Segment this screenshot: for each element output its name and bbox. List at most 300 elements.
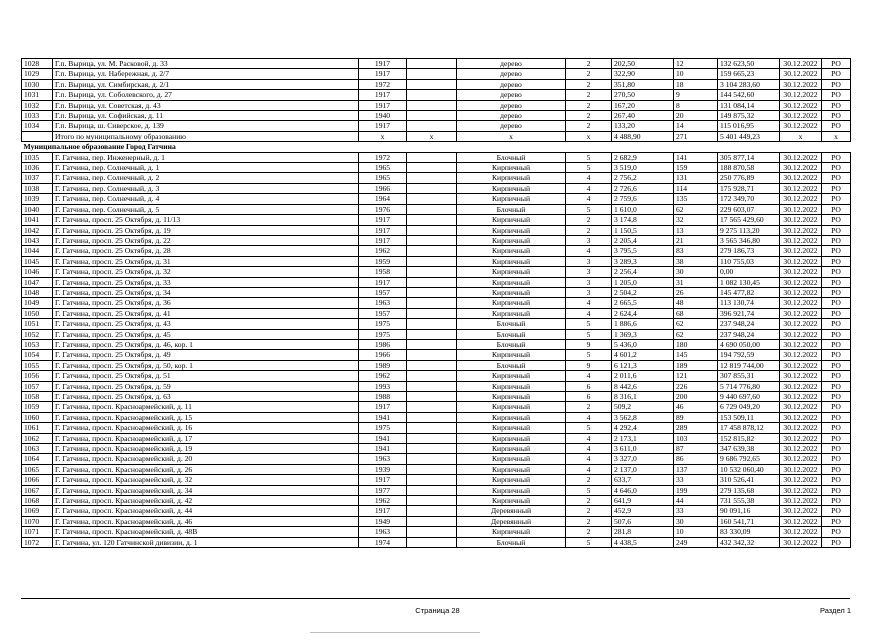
address-cell: Г. Гатчина, просп. Красноармейский, д. 20 (53, 454, 359, 464)
type-cell: РО (822, 516, 851, 526)
row-number-cell: 1034 (22, 121, 53, 131)
cost-cell: 144 542,60 (718, 90, 780, 100)
type-cell: РО (822, 152, 851, 162)
year2-cell (407, 183, 457, 193)
year2-cell (407, 69, 457, 79)
cost-cell: 115 016,95 (718, 121, 780, 131)
year2-cell (407, 506, 457, 516)
area-cell: 351,80 (612, 79, 674, 89)
type-cell: РО (822, 339, 851, 349)
year2-cell (407, 496, 457, 506)
table-row (22, 308, 851, 318)
floors-cell: 3 (566, 267, 612, 277)
type-cell: РО (822, 537, 851, 547)
type-cell: РО (822, 173, 851, 183)
cost-cell: 175 928,71 (718, 183, 780, 193)
year-cell: 1966 (359, 350, 407, 360)
year2-cell (407, 392, 457, 402)
date-cell: 30.12.2022 (780, 235, 822, 245)
date-cell: 30.12.2022 (780, 215, 822, 225)
table-row (22, 287, 851, 297)
cost-cell: 731 555,38 (718, 496, 780, 506)
cost-cell: 9 440 697,60 (718, 392, 780, 402)
subtotal-row (22, 131, 851, 141)
cost-cell: 17 458 878,12 (718, 423, 780, 433)
floors-cell: 2 (566, 69, 612, 79)
cost-cell: 159 665,23 (718, 69, 780, 79)
date-cell: 30.12.2022 (780, 277, 822, 287)
floors-cell: 2 (566, 225, 612, 235)
address-cell: Г. Гатчина, просп. 25 Октября, д. 34 (53, 287, 359, 297)
table-body-top (22, 59, 851, 132)
year-cell: 1939 (359, 464, 407, 474)
year2-cell (407, 79, 457, 89)
material-cell: Кирпичный (457, 371, 566, 381)
material-cell: Кирпичный (457, 308, 566, 318)
area-cell: 641,9 (612, 496, 674, 506)
address-cell: Г. Гатчина, просп. Красноармейский, д. 26 (53, 464, 359, 474)
residents-cell: 20 (674, 111, 718, 121)
row-number-cell: 1031 (22, 90, 53, 100)
residents-cell: 131 (674, 173, 718, 183)
address-cell: Г.п. Вырица, ул. М. Расковой, д. 33 (53, 59, 359, 69)
housing-register-table (21, 58, 851, 548)
cost-cell: 6 729 049,20 (718, 402, 780, 412)
floors-cell: 2 (566, 506, 612, 516)
material-cell: дерево (457, 100, 566, 110)
row-number-cell: 1030 (22, 79, 53, 89)
date-cell: 30.12.2022 (780, 454, 822, 464)
row-number-cell: 1044 (22, 246, 53, 256)
floors-cell: 2 (566, 121, 612, 131)
area-cell: 1 205,0 (612, 277, 674, 287)
date-cell: 30.12.2022 (780, 121, 822, 131)
residents-cell: 10 (674, 527, 718, 537)
floors-cell: 2 (566, 59, 612, 69)
area-cell: 2 759,6 (612, 194, 674, 204)
year2-cell (407, 59, 457, 69)
table-row (22, 111, 851, 121)
area-cell: 1 369,3 (612, 329, 674, 339)
floors-cell: 3 (566, 287, 612, 297)
year-cell: 1977 (359, 485, 407, 495)
address-cell: Г. Гатчина, ул. 120 Гатчинской дивизии, д. 1 (53, 537, 359, 547)
date-cell: 30.12.2022 (780, 256, 822, 266)
cost-cell: 12 819 744,00 (718, 360, 780, 370)
table-row (22, 444, 851, 454)
year-cell: 1975 (359, 329, 407, 339)
table-row (22, 412, 851, 422)
year-cell: 1975 (359, 423, 407, 433)
area-cell: 452,9 (612, 506, 674, 516)
year2-cell (407, 527, 457, 537)
table-row (22, 59, 851, 69)
type-cell: РО (822, 183, 851, 193)
date-cell: 30.12.2022 (780, 69, 822, 79)
material-cell: Кирпичный (457, 350, 566, 360)
type-cell: РО (822, 100, 851, 110)
floors-cell: 2 (566, 402, 612, 412)
material-cell: Блочный (457, 537, 566, 547)
address-cell: Г. Гатчина, просп. 25 Октября, д. 32 (53, 267, 359, 277)
row-number-cell: 1070 (22, 516, 53, 526)
date-cell: 30.12.2022 (780, 360, 822, 370)
area-cell: 2 624,4 (612, 308, 674, 318)
type-cell: РО (822, 267, 851, 277)
cost-cell: 149 875,32 (718, 111, 780, 121)
area-cell: 1 886,6 (612, 319, 674, 329)
floors-cell: 4 (566, 308, 612, 318)
year2-cell (407, 90, 457, 100)
area-cell: 270,50 (612, 90, 674, 100)
year-cell: 1917 (359, 402, 407, 412)
address-cell: Г. Гатчина, пер. Солнечный, д. 5 (53, 204, 359, 214)
row-number-cell: 1045 (22, 256, 53, 266)
year2-cell (407, 339, 457, 349)
area-cell: 4 292,4 (612, 423, 674, 433)
residents-cell: 141 (674, 152, 718, 162)
row-number-cell: 1072 (22, 537, 53, 547)
date-cell: 30.12.2022 (780, 194, 822, 204)
table-row (22, 267, 851, 277)
row-number-cell: 1041 (22, 215, 53, 225)
type-cell: РО (822, 319, 851, 329)
residents-cell: 33 (674, 506, 718, 516)
address-cell: Г. Гатчина, пер. Солнечный, д. 2 (53, 173, 359, 183)
floors-cell: 2 (566, 111, 612, 121)
material-cell: Блочный (457, 152, 566, 162)
cost-cell: 131 084,14 (718, 100, 780, 110)
address-cell: Г. Гатчина, просп. Красноармейский, д. 34 (53, 485, 359, 495)
type-cell: РО (822, 246, 851, 256)
floors-cell: 6 (566, 381, 612, 391)
table-row (22, 516, 851, 526)
floors-cell: 2 (566, 215, 612, 225)
date-cell: 30.12.2022 (780, 381, 822, 391)
area-cell: 267,40 (612, 111, 674, 121)
subtotal-residents: 271 (674, 131, 718, 141)
page-number-label: Страница 28 (415, 606, 460, 615)
residents-cell: 33 (674, 475, 718, 485)
date-cell: 30.12.2022 (780, 204, 822, 214)
year2-cell (407, 516, 457, 526)
date-cell: 30.12.2022 (780, 496, 822, 506)
area-cell: 8 442,6 (612, 381, 674, 391)
row-number-cell: 1053 (22, 339, 53, 349)
residents-cell: 137 (674, 464, 718, 474)
residents-cell: 9 (674, 90, 718, 100)
address-cell: Г. Гатчина, просп. 25 Октября, д. 45 (53, 329, 359, 339)
residents-cell: 10 (674, 69, 718, 79)
address-cell: Г. Гатчина, просп. 25 Октября, д. 11/13 (53, 215, 359, 225)
material-cell: Деревянный (457, 516, 566, 526)
material-cell: Кирпичный (457, 412, 566, 422)
year2-cell (407, 433, 457, 443)
year-cell: 1972 (359, 79, 407, 89)
row-number-cell: 1064 (22, 454, 53, 464)
floors-cell: 2 (566, 516, 612, 526)
date-cell: 30.12.2022 (780, 329, 822, 339)
year2-cell (407, 267, 457, 277)
area-cell: 2 011,6 (612, 371, 674, 381)
table-row (22, 79, 851, 89)
type-cell: РО (822, 433, 851, 443)
table-row (22, 183, 851, 193)
table-row (22, 339, 851, 349)
floors-cell: 3 (566, 256, 612, 266)
row-number-cell: 1050 (22, 308, 53, 318)
area-cell: 633,7 (612, 475, 674, 485)
cost-cell: 250 776,89 (718, 173, 780, 183)
subtotal-section (22, 131, 851, 152)
material-cell: Кирпичный (457, 485, 566, 495)
area-cell: 2 504,2 (612, 287, 674, 297)
row-number-cell: 1059 (22, 402, 53, 412)
section-title: Муниципальное образование Город Гатчина (22, 142, 851, 152)
floors-cell: 4 (566, 173, 612, 183)
table-row (22, 246, 851, 256)
residents-cell: 30 (674, 516, 718, 526)
year-cell: 1972 (359, 152, 407, 162)
table-row (22, 423, 851, 433)
material-cell: дерево (457, 69, 566, 79)
address-cell: Г. Гатчина, просп. Красноармейский, д. 42 (53, 496, 359, 506)
year2-cell (407, 100, 457, 110)
table-row (22, 329, 851, 339)
year2-cell (407, 111, 457, 121)
address-cell: Г. Гатчина, просп. 25 Октября, д. 19 (53, 225, 359, 235)
row-number-cell: 1040 (22, 204, 53, 214)
year-cell: 1993 (359, 381, 407, 391)
year2-cell (407, 329, 457, 339)
floors-cell: 5 (566, 152, 612, 162)
material-cell: дерево (457, 79, 566, 89)
material-cell: Блочный (457, 329, 566, 339)
residents-cell: 30 (674, 267, 718, 277)
address-cell: Г. Гатчина, просп. 25 Октября, д. 63 (53, 392, 359, 402)
area-cell: 1 150,5 (612, 225, 674, 235)
subtotal-cell: x (566, 131, 612, 141)
table-row (22, 527, 851, 537)
table-row (22, 319, 851, 329)
area-cell: 2 137,0 (612, 464, 674, 474)
material-cell: Кирпичный (457, 464, 566, 474)
cost-cell: 172 349,70 (718, 194, 780, 204)
residents-cell: 46 (674, 402, 718, 412)
table-row (22, 496, 851, 506)
residents-cell: 200 (674, 392, 718, 402)
row-number-cell: 1028 (22, 59, 53, 69)
floors-cell: 4 (566, 464, 612, 474)
type-cell: РО (822, 69, 851, 79)
area-cell: 1 610,0 (612, 204, 674, 214)
residents-cell: 249 (674, 537, 718, 547)
floors-cell: 9 (566, 360, 612, 370)
residents-cell: 199 (674, 485, 718, 495)
material-cell: Кирпичный (457, 454, 566, 464)
date-cell: 30.12.2022 (780, 475, 822, 485)
area-cell: 2 173,1 (612, 433, 674, 443)
type-cell: РО (822, 329, 851, 339)
table-row (22, 235, 851, 245)
year-cell: 1988 (359, 392, 407, 402)
table-row (22, 537, 851, 547)
residents-cell: 21 (674, 235, 718, 245)
type-cell: РО (822, 121, 851, 131)
type-cell: РО (822, 204, 851, 214)
material-cell: Блочный (457, 319, 566, 329)
area-cell: 2 205,4 (612, 235, 674, 245)
table-row (22, 69, 851, 79)
year-cell: 1940 (359, 111, 407, 121)
type-cell: РО (822, 475, 851, 485)
address-cell: Г.п. Вырица, ул. Софийская, д. 11 (53, 111, 359, 121)
year-cell: 1917 (359, 475, 407, 485)
year2-cell (407, 256, 457, 266)
floors-cell: 4 (566, 246, 612, 256)
residents-cell: 32 (674, 215, 718, 225)
date-cell: 30.12.2022 (780, 246, 822, 256)
floors-cell: 4 (566, 298, 612, 308)
address-cell: Г. Гатчина, пер. Солнечный, д. 3 (53, 183, 359, 193)
floors-cell: 3 (566, 277, 612, 287)
area-cell: 2 726,6 (612, 183, 674, 193)
material-cell: Кирпичный (457, 392, 566, 402)
floors-cell: 4 (566, 183, 612, 193)
address-cell: Г. Гатчина, просп. 25 Октября, д. 51 (53, 371, 359, 381)
year-cell: 1917 (359, 121, 407, 131)
address-cell: Г. Гатчина, просп. Красноармейский, д. 16 (53, 423, 359, 433)
area-cell: 3 289,3 (612, 256, 674, 266)
date-cell: 30.12.2022 (780, 267, 822, 277)
year-cell: 1962 (359, 371, 407, 381)
address-cell: Г. Гатчина, просп. Красноармейский, д. 32 (53, 475, 359, 485)
year-cell: 1976 (359, 204, 407, 214)
table-row (22, 100, 851, 110)
material-cell: дерево (457, 90, 566, 100)
material-cell: Кирпичный (457, 444, 566, 454)
residents-cell: 135 (674, 194, 718, 204)
material-cell: Кирпичный (457, 287, 566, 297)
table-row (22, 225, 851, 235)
address-cell: Г. Гатчина, просп. 25 Октября, д. 31 (53, 256, 359, 266)
material-cell: Кирпичный (457, 215, 566, 225)
area-cell: 281,8 (612, 527, 674, 537)
area-cell: 3 327,0 (612, 454, 674, 464)
year2-cell (407, 412, 457, 422)
residents-cell: 18 (674, 79, 718, 89)
year-cell: 1917 (359, 506, 407, 516)
type-cell: РО (822, 381, 851, 391)
year-cell: 1957 (359, 308, 407, 318)
address-cell: Г.п. Вырица, ул. Симбирская, д. 2/1 (53, 79, 359, 89)
material-cell: Кирпичный (457, 246, 566, 256)
year-cell: 1959 (359, 256, 407, 266)
row-number-cell: 1062 (22, 433, 53, 443)
area-cell: 322,90 (612, 69, 674, 79)
cost-cell: 0,00 (718, 267, 780, 277)
address-cell: Г. Гатчина, просп. 25 Октября, д. 36 (53, 298, 359, 308)
table-row (22, 464, 851, 474)
subtotal-label: Итого по муниципальному образованию (53, 131, 359, 141)
residents-cell: 180 (674, 339, 718, 349)
table-row (22, 90, 851, 100)
year-cell: 1965 (359, 173, 407, 183)
subtotal-cost: 5 401 449,23 (718, 131, 780, 141)
type-cell: РО (822, 235, 851, 245)
residents-cell: 86 (674, 454, 718, 464)
material-cell: Кирпичный (457, 496, 566, 506)
floors-cell: 5 (566, 485, 612, 495)
date-cell: 30.12.2022 (780, 287, 822, 297)
year2-cell (407, 298, 457, 308)
type-cell: РО (822, 308, 851, 318)
residents-cell: 114 (674, 183, 718, 193)
year2-cell (407, 204, 457, 214)
date-cell: 30.12.2022 (780, 183, 822, 193)
date-cell: 30.12.2022 (780, 59, 822, 69)
section-header-row (22, 142, 851, 152)
area-cell: 509,2 (612, 402, 674, 412)
residents-cell: 68 (674, 308, 718, 318)
address-cell: Г.п. Вырица, ул. Соболевского, д. 27 (53, 90, 359, 100)
material-cell: Кирпичный (457, 298, 566, 308)
cost-cell: 9 686 792,65 (718, 454, 780, 464)
row-number-cell: 1036 (22, 163, 53, 173)
material-cell: Кирпичный (457, 183, 566, 193)
floors-cell: 2 (566, 79, 612, 89)
floors-cell: 6 (566, 392, 612, 402)
year-cell: 1986 (359, 339, 407, 349)
year2-cell (407, 215, 457, 225)
address-cell: Г. Гатчина, просп. 25 Октября, д. 46, кор. 1 (53, 339, 359, 349)
row-number-cell: 1058 (22, 392, 53, 402)
subtotal-cell: x (780, 131, 822, 141)
type-cell: РО (822, 256, 851, 266)
address-cell: Г.п. Вырица, ул. Набережная, д. 2/7 (53, 69, 359, 79)
address-cell: Г. Гатчина, просп. Красноармейский, д. 15 (53, 412, 359, 422)
cost-cell: 17 565 429,60 (718, 215, 780, 225)
year2-cell (407, 287, 457, 297)
year-cell: 1949 (359, 516, 407, 526)
cost-cell: 4 690 050,00 (718, 339, 780, 349)
year2-cell (407, 152, 457, 162)
year2-cell (407, 464, 457, 474)
year-cell: 1974 (359, 537, 407, 547)
subtotal-cell: x (359, 131, 407, 141)
residents-cell: 44 (674, 496, 718, 506)
type-cell: РО (822, 454, 851, 464)
cost-cell: 194 792,59 (718, 350, 780, 360)
area-cell: 2 256,4 (612, 267, 674, 277)
floors-cell: 5 (566, 329, 612, 339)
table-row (22, 350, 851, 360)
floors-cell: 4 (566, 371, 612, 381)
residents-cell: 103 (674, 433, 718, 443)
area-cell: 3 611,0 (612, 444, 674, 454)
floors-cell: 2 (566, 100, 612, 110)
row-number-cell: 1066 (22, 475, 53, 485)
material-cell: Блочный (457, 360, 566, 370)
type-cell: РО (822, 163, 851, 173)
material-cell: дерево (457, 121, 566, 131)
date-cell: 30.12.2022 (780, 527, 822, 537)
type-cell: РО (822, 298, 851, 308)
row-number-cell: 1048 (22, 287, 53, 297)
year-cell: 1963 (359, 454, 407, 464)
address-cell: Г. Гатчина, просп. Красноармейский, д. 17 (53, 433, 359, 443)
year2-cell (407, 173, 457, 183)
